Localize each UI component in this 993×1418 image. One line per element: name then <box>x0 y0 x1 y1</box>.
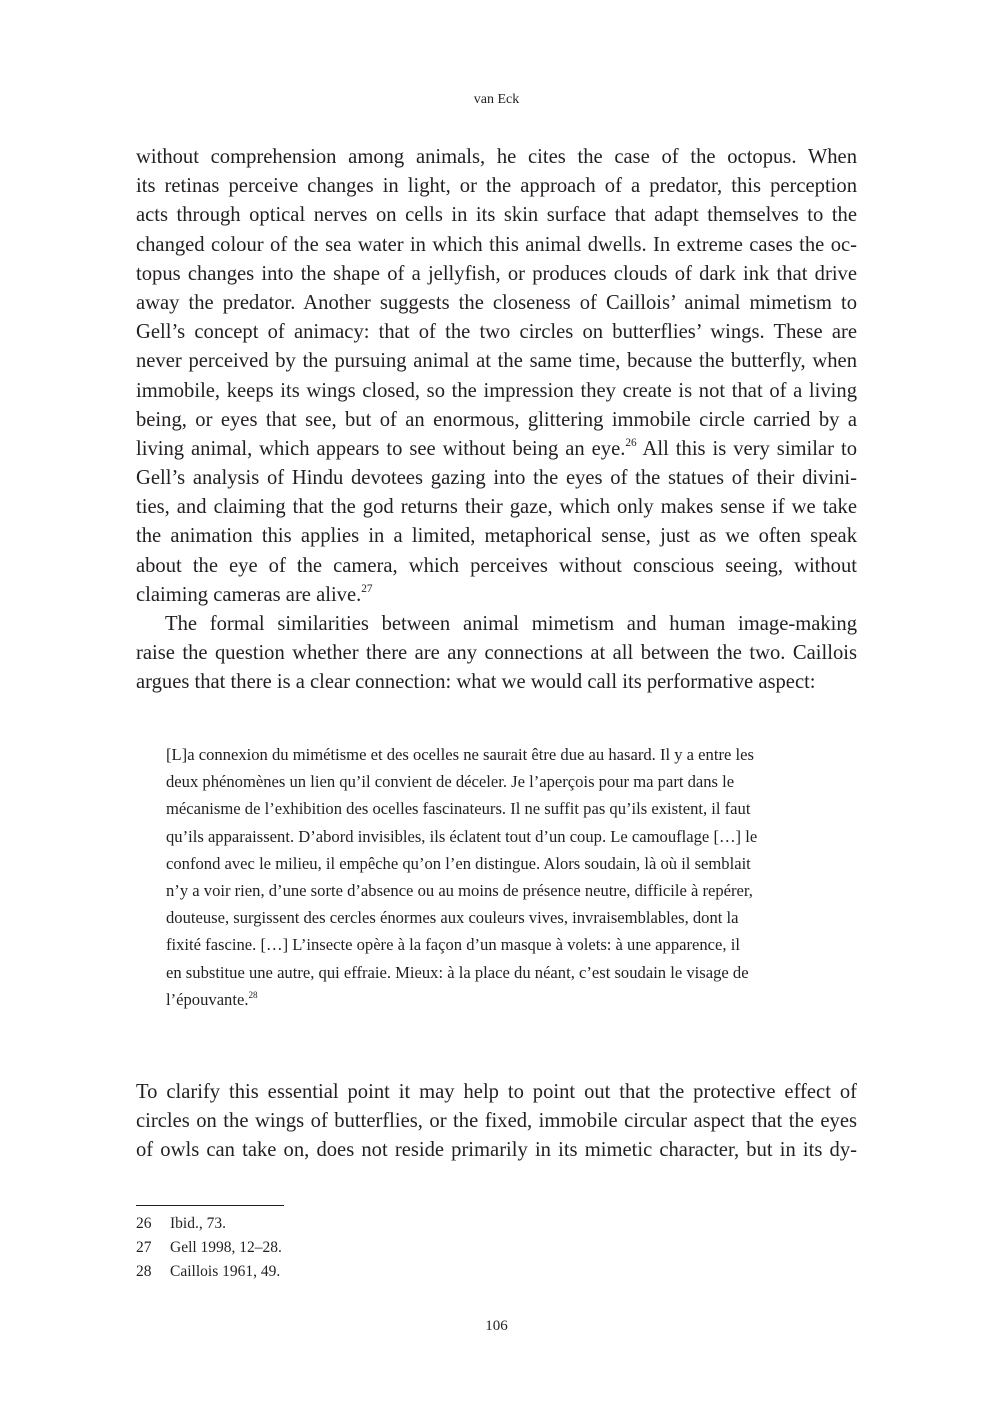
text-line <box>136 522 857 551</box>
text-segment: away the predator. Another suggests the closeness of Caillois’ animal mimetism to <box>136 291 857 314</box>
text-segment: Gell’s analysis of Hindu devotees gazing into the eyes of the statues of their divini- <box>136 467 857 490</box>
text-segment: acts through optical nerves on cells in its skin surface that adapt themselves to the <box>136 204 857 227</box>
footnote-ref[interactable]: 28 <box>248 989 258 1000</box>
footnote-text: Ibid., 73. <box>170 1215 226 1232</box>
text-line <box>136 377 857 406</box>
text-segment: Gell’s concept of animacy: that of the two circles on butterflies’ wings. These are <box>136 321 857 344</box>
text-line <box>166 741 826 768</box>
text-segment: about the eye of the camera, which perceives without conscious seeing, without <box>136 554 857 577</box>
text-line <box>136 610 857 639</box>
text-segment: l’épouvante. <box>166 989 249 1009</box>
footnote-26 <box>136 1212 282 1236</box>
text-line <box>136 1107 857 1136</box>
footnote-text: Caillois 1961, 49. <box>170 1263 281 1280</box>
footnote-27 <box>136 1236 282 1260</box>
text-line <box>136 668 857 697</box>
text-segment: immobile, keeps its wings closed, so the impression they create is not that of a living <box>136 379 857 402</box>
text-segment: qu’ils apparaissent. D’abord invisibles, ils éclatent tout d’un coup. Le camouflage […] le <box>166 826 758 846</box>
text-line <box>166 823 826 850</box>
text-line <box>166 959 826 986</box>
text-segment: ties, and claiming that the god returns their gaze, which only makes sense if we take <box>136 496 857 519</box>
text-segment: deux phénomènes un lien qu’il convient de déceler. Je l’aperçois pour ma part dans le <box>166 772 735 792</box>
text-segment: the animation this applies in a limited, metaphorical sense, just as we often speak <box>136 525 857 548</box>
text-line <box>136 552 857 581</box>
text-line <box>136 260 857 289</box>
text-segment: its retinas perceive changes in light, or the approach of a predator, this perception <box>136 175 857 198</box>
page-number: 106 <box>485 1318 508 1334</box>
text-segment: douteuse, surgissent des cercles énormes aux couleurs vives, invraisemblables, dont la <box>166 908 739 928</box>
text-line <box>166 768 826 795</box>
text-line <box>136 1136 857 1165</box>
text-segment: never perceived by the pursuing animal at the same time, because the butterfly, when <box>136 350 857 373</box>
text-segment: raise the question whether there are any connections at all between the two. Caillois <box>136 642 857 665</box>
footnotes <box>136 1212 282 1284</box>
text-line <box>136 639 857 668</box>
text-line <box>166 795 826 822</box>
text-segment: n’y a voir rien, d’une sorte d’absence ou au moins de présence neutre, difficile à repérer, <box>166 880 753 900</box>
text-line <box>136 464 857 493</box>
text-line <box>136 143 857 172</box>
block-quote <box>166 741 826 1013</box>
footnote-text: Gell 1998, 12–28. <box>170 1239 282 1256</box>
body-paragraph-continued <box>136 1078 857 1166</box>
text-segment: To clarify this essential point it may help to point out that the protective effect of <box>136 1081 857 1103</box>
text-segment: topus changes into the shape of a jellyfish, or produces clouds of dark ink that drive <box>136 262 857 285</box>
text-segment: changed colour of the sea water in which this animal dwells. In extreme cases the oc- <box>136 233 857 256</box>
text-line <box>136 406 857 435</box>
text-line <box>136 289 857 318</box>
footnote-rule <box>136 1205 284 1206</box>
text-segment: being, or eyes that see, but of an enormous, glittering immobile circle carried by a <box>136 408 857 431</box>
text-segment: mécanisme de l’exhibition des ocelles fascinateurs. Il ne suffit pas qu’ils existent, il faut <box>166 799 751 819</box>
text-segment: confond avec le milieu, il empêche qu’on l’en distingue. Alors soudain, là où il semblait <box>166 853 751 873</box>
text-line <box>166 931 826 958</box>
text-line <box>136 347 857 376</box>
footnote-number: 28 <box>136 1263 152 1280</box>
text-line <box>136 318 857 347</box>
running-head: van Eck <box>473 92 520 107</box>
text-segment: argues that there is a clear connection: what we would call its performative aspect: <box>136 671 816 694</box>
text-segment: of owls can take on, does not reside primarily in its mimetic character, but in its dy- <box>136 1139 857 1162</box>
footnote-number: 26 <box>136 1215 152 1232</box>
text-line <box>136 231 857 260</box>
text-segment: The formal similarities between animal mimetism and human image-making <box>165 613 857 635</box>
text-segment: fixité fascine. […] L’insecte opère à la façon d’un masque à volets: à une apparence, il <box>166 935 740 955</box>
text-line <box>136 493 857 522</box>
footnote-ref[interactable]: 26 <box>625 437 637 450</box>
text-line <box>166 986 826 1013</box>
text-line <box>136 201 857 230</box>
text-segment: en substitue une autre, qui effraie. Mieux: à la place du néant, c’est soudain le visage de <box>166 962 749 982</box>
body-paragraphs <box>136 143 857 698</box>
text-segment: [L]a connexion du mimétisme et des ocelles ne saurait être due au hasard. Il y a entre les <box>166 745 754 764</box>
text-line <box>166 904 826 931</box>
text-line <box>136 435 857 464</box>
text-segment: circles on the wings of butterflies, or the fixed, immobile circular aspect that the eyes <box>136 1110 857 1133</box>
text-line <box>166 850 826 877</box>
text-segment: claiming cameras are alive. <box>136 583 362 606</box>
footnote-number: 27 <box>136 1239 152 1256</box>
text-line <box>136 581 857 610</box>
text-segment: without comprehension among animals, he cites the case of the octopus. When <box>136 146 857 168</box>
text-line <box>166 877 826 904</box>
text-segment: All this is very similar to <box>636 437 857 460</box>
text-line <box>136 1078 857 1107</box>
footnote-ref[interactable]: 27 <box>361 583 373 596</box>
footnote-28 <box>136 1260 282 1284</box>
text-segment: living animal, which appears to see without being an eye. <box>136 437 626 460</box>
text-line <box>136 172 857 201</box>
